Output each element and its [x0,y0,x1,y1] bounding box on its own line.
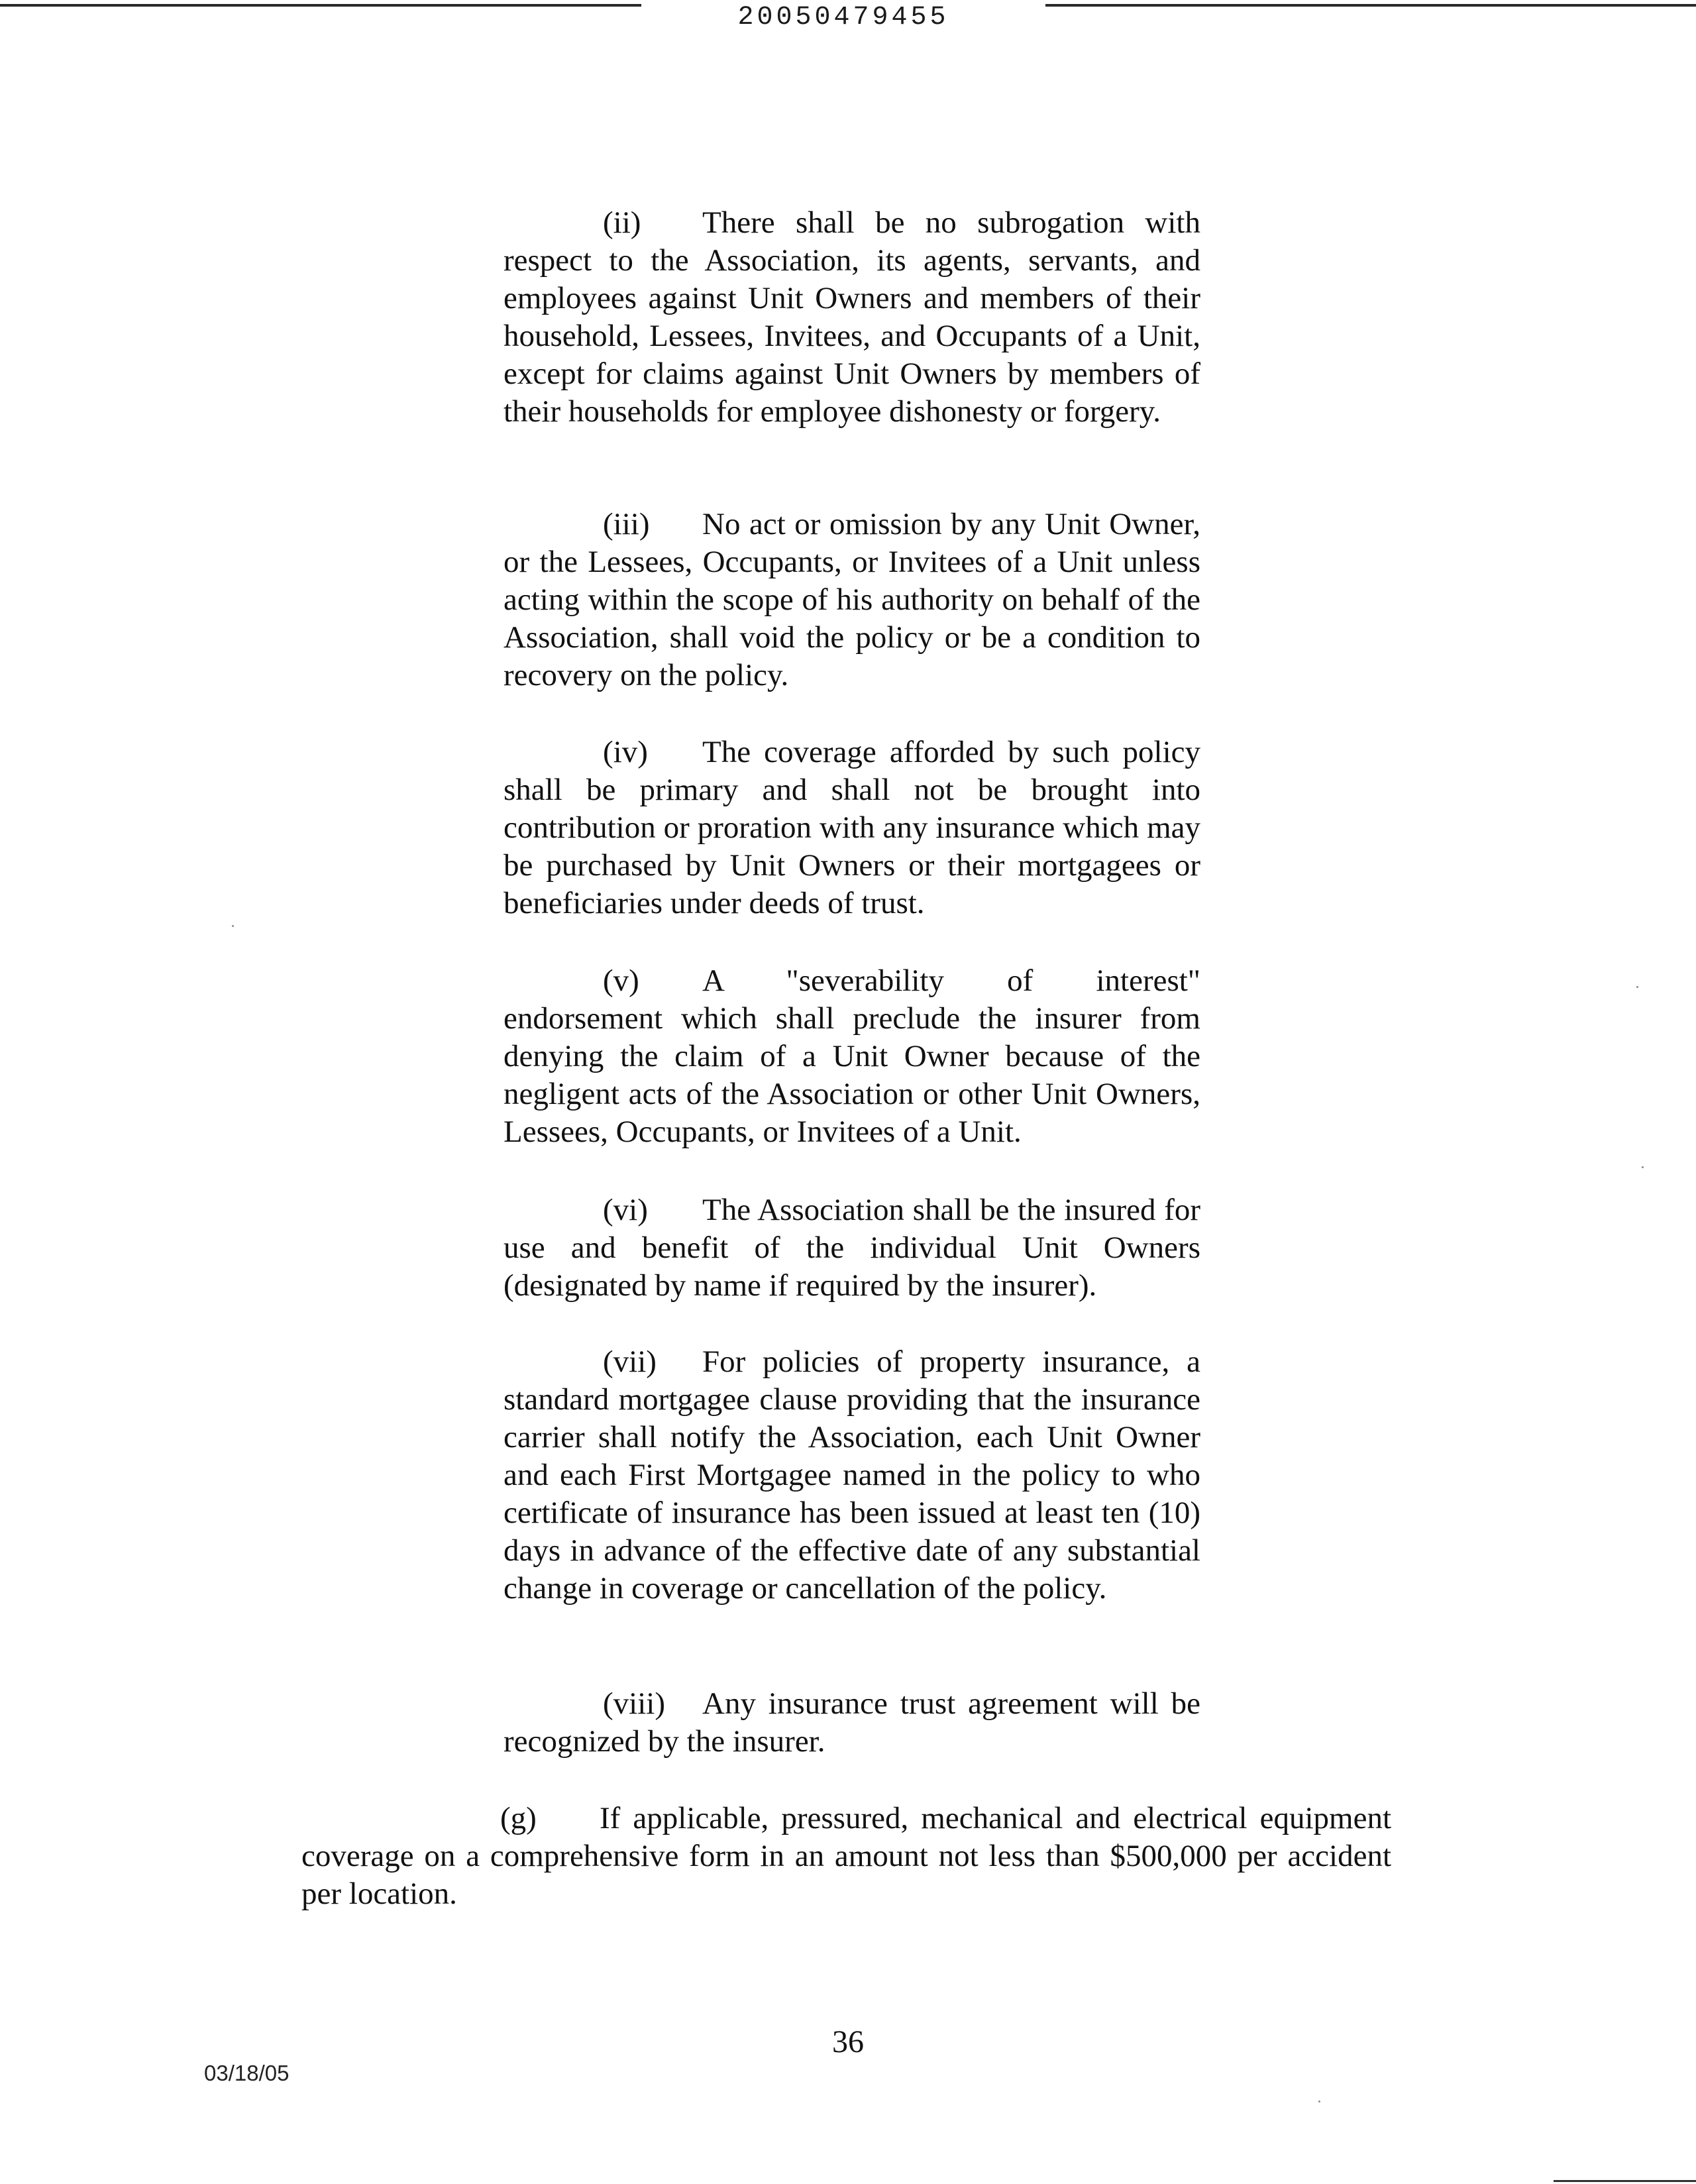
clause-number: (v) [603,963,639,998]
scan-speck [1636,986,1638,988]
clause-iii [504,506,1200,694]
clause-text: No act or omission by any Unit Owner, or the Lessees, Occupants, or Invitees of a Unit unless acting within the scope of his authority on behalf of the Association, shall void the policy or be a condition to recovery on the policy. [504,507,1200,692]
header-rule-left [0,4,641,7]
clause-ii [504,204,1200,431]
page-number: 36 [832,2024,864,2059]
clause-vii [504,1343,1200,1608]
scan-speck [1318,2101,1320,2102]
clause-viii [504,1685,1200,1761]
clause-number: (vi) [603,1193,648,1227]
clause-v [504,962,1200,1151]
clause-text: There shall be no subrogation with respect to the Association, its agents, servants, and employees against Unit Owners and members of their household, Lessees, Invitees, and Occupants of a Unit, except for claims against Unit Owners by members of their households for employee dishonesty or forgery. [504,205,1200,429]
clause-iv [504,734,1200,922]
clause-text: The coverage afforded by such policy shall be primary and shall not be brought into contribution or proration with any insurance which may be purchased by Unit Owners or their mortgagees or beneficiaries under deeds of trust. [504,735,1200,920]
document-number: 20050479455 [737,3,949,32]
clause-text: If applicable, pressured, mechanical and electrical equipment coverage on a comprehensive form in an amount not less than $500,000 per accident per location. [301,1801,1391,1911]
clause-number: (vii) [603,1344,657,1379]
clause-text: For policies of property insurance, a standard mortgagee clause providing that the insurance carrier shall notify the Association, each Unit Owner and each First Mortgagee named in the policy to who certificate of insurance has been issued at least ten (10) days in advance of the effective date of any substantial change in coverage or cancellation of the policy. [504,1344,1200,1606]
clause-number: (ii) [603,205,641,240]
clause-text: Any insurance trust agreement will be recognized by the insurer. [504,1686,1200,1759]
scan-speck [1642,1166,1644,1168]
clause-g [301,1800,1391,1913]
clause-number: (iii) [603,507,650,541]
clause-number: (g) [500,1801,537,1835]
clause-number: (viii) [603,1686,665,1721]
clause-vi [504,1191,1200,1305]
footer-date: 03/18/05 [204,2061,290,2085]
footer-rule [1554,2180,1696,2182]
header-rule-right [1045,4,1696,7]
clause-number: (iv) [603,735,648,769]
clause-text: The Association shall be the insured for use and benefit of the individual Unit Owners (designated by name if required by the insurer). [504,1193,1200,1303]
clause-text: A "severability of interest" endorsement which shall preclude the insurer from denying the claim of a Unit Owner because of the negligent acts of the Association or other Unit Owners, Lessees, Occupants, or Invitees of a Unit. [504,963,1200,1149]
scan-speck [232,925,234,927]
